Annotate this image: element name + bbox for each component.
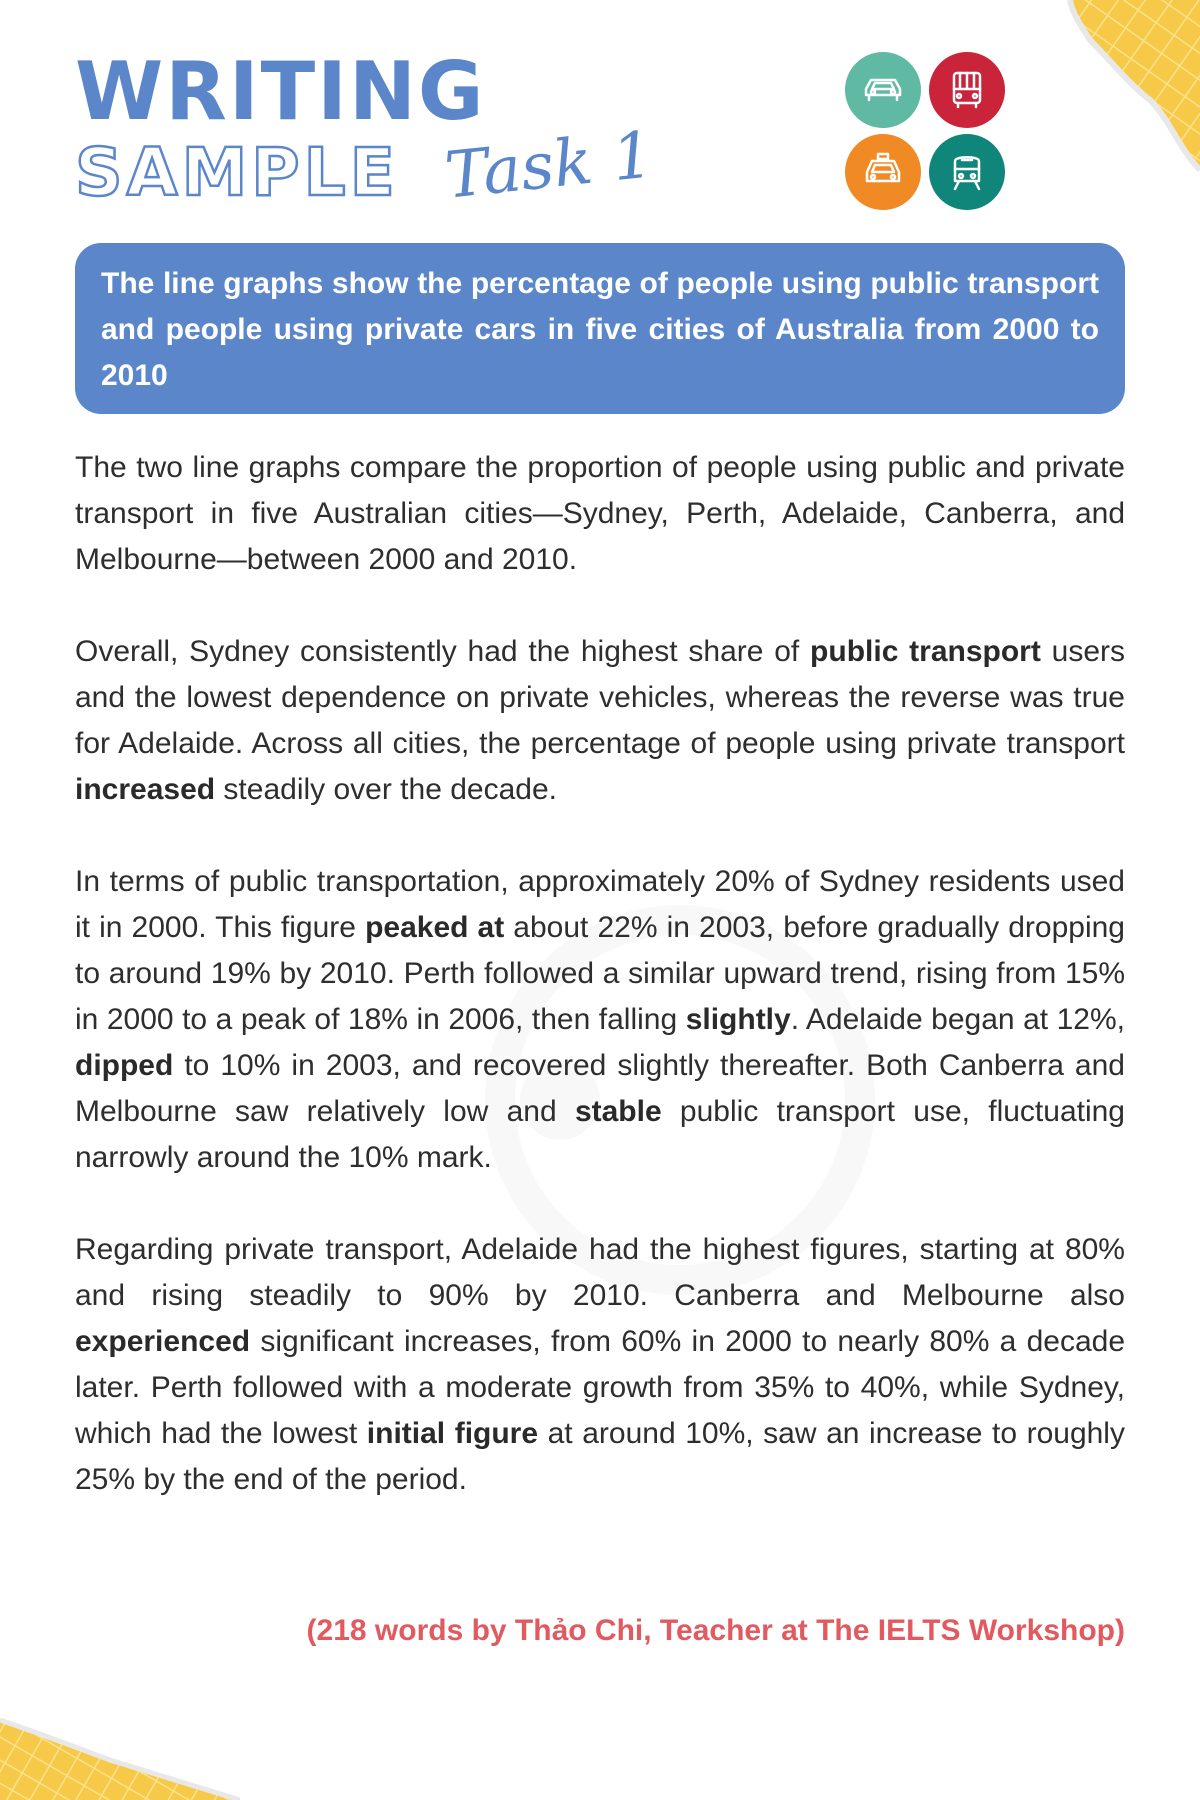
essay-paragraph bbox=[75, 445, 1125, 583]
essay-text: Overall, Sydney consistently had the highest share of bbox=[75, 635, 811, 668]
highlighted-term: stable bbox=[574, 1095, 662, 1128]
highlighted-term: initial figure bbox=[366, 1417, 539, 1450]
essay-text: . Adelaide began at 12%, bbox=[790, 1003, 1125, 1036]
decorative-corner-bottom-left bbox=[0, 1690, 240, 1800]
title-task: Task 1 bbox=[441, 118, 657, 214]
taxi-icon bbox=[845, 134, 921, 210]
essay-text: steadily over the decade. bbox=[215, 773, 557, 806]
train-icon bbox=[929, 134, 1005, 210]
highlighted-term: dipped bbox=[75, 1049, 174, 1082]
highlighted-term: increased bbox=[75, 773, 216, 806]
essay-text: about 22% in 2003, before gradually dropping to around 19% by 2010. Perth followed a similar upward trend, rising from 15% in 2000 to a peak of 18% in 2006, then falling bbox=[75, 911, 1125, 1036]
highlighted-term: slightly bbox=[685, 1003, 791, 1036]
essay-paragraph bbox=[75, 1227, 1125, 1503]
essay-text: significant increases, from 60% in 2000 to nearly 80% a decade later. Perth followed with a moderate growth from 35% to 40%, while Sydney, which had the lowest bbox=[75, 1325, 1125, 1450]
essay-text: public transport use, fluctuating narrowly around the 10% mark. bbox=[75, 1095, 1125, 1174]
essay-text: In terms of public transportation, approximately 20% of Sydney residents used it in 2000. This figure bbox=[75, 865, 1125, 944]
highlighted-term: experienced bbox=[75, 1325, 251, 1358]
author-signature: (218 words by Thảo Chi, Teacher at The IELTS Workshop) bbox=[306, 1614, 1125, 1647]
title-writing: WRITING bbox=[75, 45, 486, 138]
essay-text: to 10% in 2003, and recovered slightly thereafter. Both Canberra and Melbourne saw relatively low and bbox=[75, 1049, 1125, 1128]
essay-body bbox=[75, 445, 1125, 1549]
essay-text: users and the lowest dependence on private vehicles, whereas the reverse was true for Adelaide. Across all cities, the percentage of people using private transport bbox=[75, 635, 1125, 760]
essay-text: at around 10%, saw an increase to roughly 25% by the end of the period. bbox=[75, 1417, 1125, 1496]
header bbox=[75, 45, 1125, 222]
highlighted-term: public transport bbox=[810, 635, 1041, 668]
essay-paragraph bbox=[75, 859, 1125, 1181]
transport-icons bbox=[845, 52, 1015, 222]
car-icon bbox=[845, 52, 921, 128]
essay-text: The two line graphs compare the proportion of people using public and private transport in five Australian cities—Sydney, Perth, Adelaide, Canberra, and Melbourne—between 2000 and 2010. bbox=[75, 451, 1125, 576]
bus-icon bbox=[929, 52, 1005, 128]
title-sample: SAMPLE bbox=[75, 134, 399, 211]
essay-paragraph bbox=[75, 629, 1125, 813]
essay-text: Regarding private transport, Adelaide had the highest figures, starting at 80% and rising steadily to 90% by 2010. Canberra and Melbourne also bbox=[75, 1233, 1125, 1312]
highlighted-term: peaked at bbox=[365, 911, 505, 944]
task-prompt: The line graphs show the percentage of people using public transport and people using private cars in five cities of Australia from 2000 to 2010 bbox=[75, 243, 1125, 414]
